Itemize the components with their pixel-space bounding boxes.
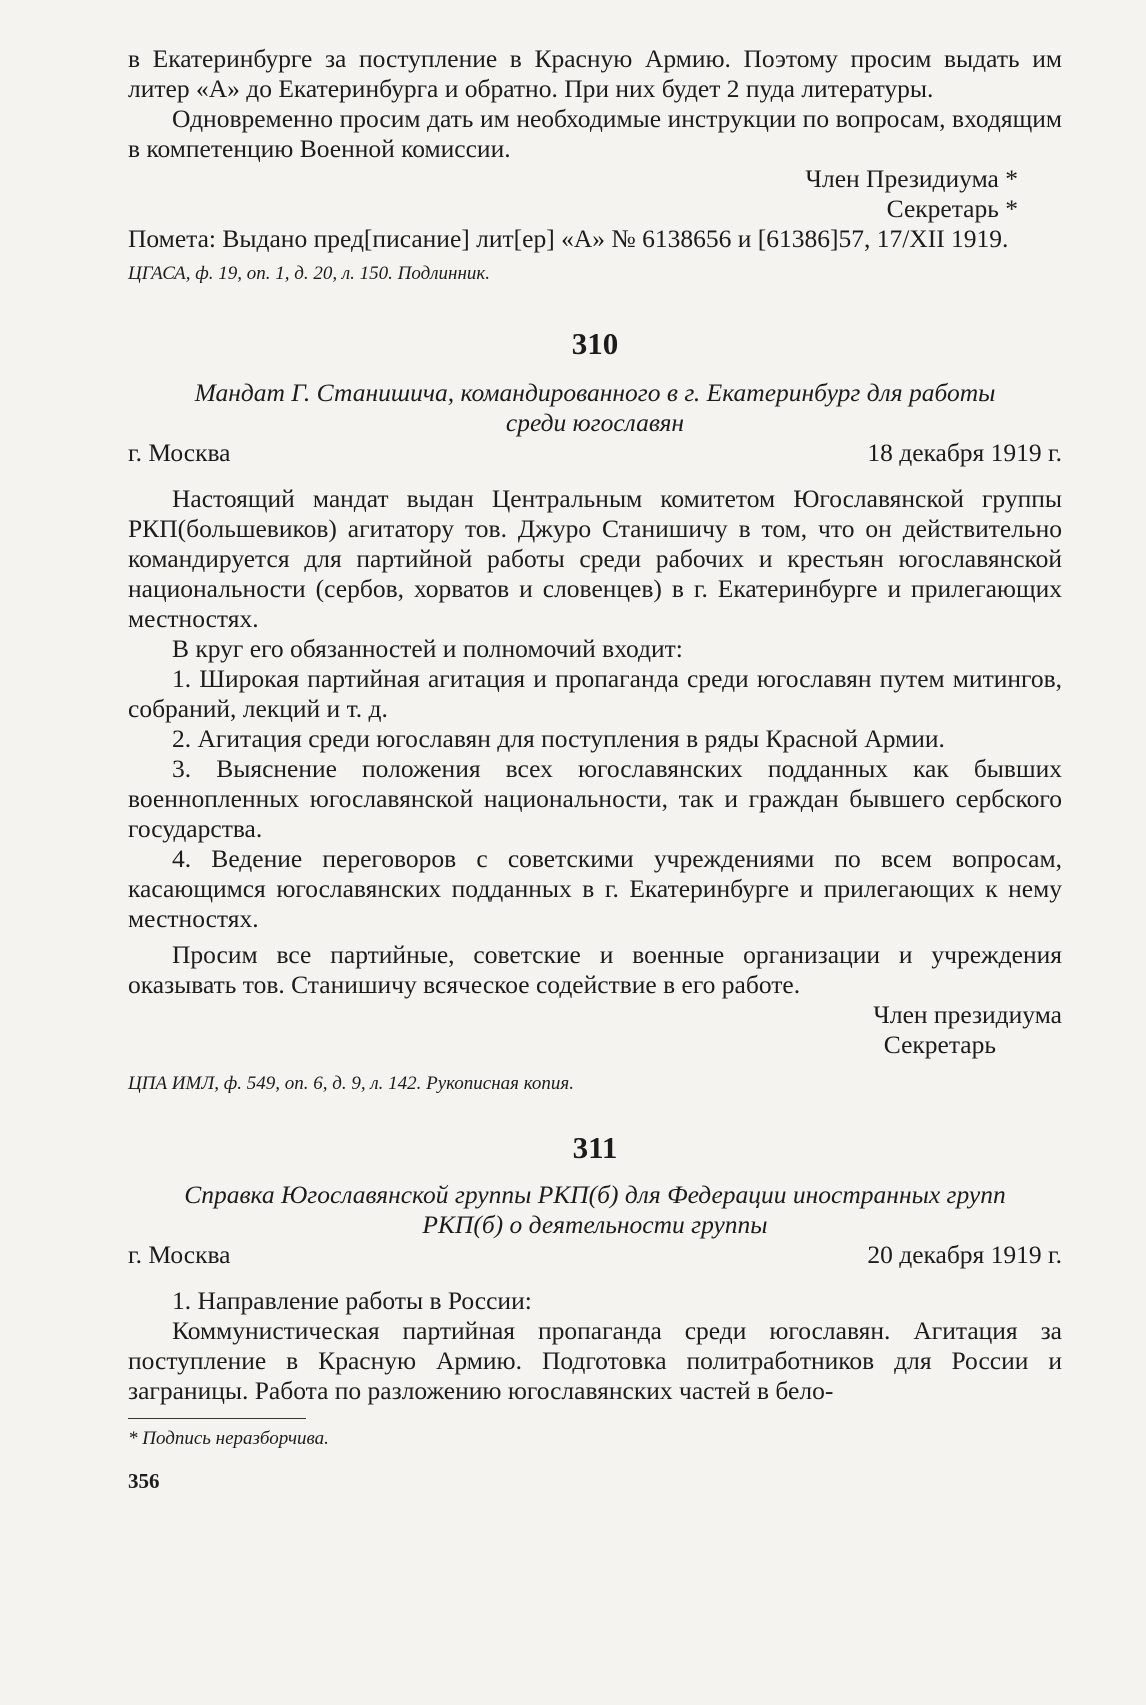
doc311-paragraph-1: 1. Направление работы в России: (172, 1286, 532, 1315)
doc310-number: 310 (571, 326, 619, 361)
doc310-paragraph-2: В круг его обязанностей и полномочий входит: (172, 634, 683, 663)
doc310-paragraph-1: Настоящий мандат выдан Центральным комитетом Югославянской группы РКП(большевиков) агитатору тов. Джуро Станишичу в том, что он действительно командируется для партийной работы среди рабочих и крестьян югославянской национальности (сербов, хорватов и словенцев) в г. Екатеринбурге и прилегающих местностях. (128, 484, 1062, 633)
doc310-item-4: 4. Ведение переговоров с советскими учреждениями по всем вопросам, касающимся югославянских подданных в г. Екатеринбурге и прилегающих к нему местностях. (128, 844, 1062, 933)
doc310-paragraph-3: Просим все партийные, советские и военные организации и учреждения оказывать тов. Станишичу всяческое содействие в его работе. (128, 940, 1062, 999)
doc310-item-1: 1. Широкая партийная агитация и пропаганда среди югославян путем митингов, собраний, лекций и т. д. (128, 664, 1062, 723)
doc309-paragraph-2: Одновременно просим дать им необходимые инструкции по вопросам, входящим в компетенцию Военной комиссии. (128, 104, 1062, 163)
document-page (128, 44, 1062, 1495)
doc310-signature-member: Член президиума (873, 1000, 1062, 1029)
page-number: 356 (128, 1469, 160, 1493)
doc309-signature-secretary: Секретарь * (886, 194, 1018, 223)
doc310-item-3: 3. Выяснение положения всех югославянских подданных как бывших военнопленных югославянской национальности, так и граждан бывшего сербского государства. (128, 754, 1062, 843)
doc310-place-date (128, 438, 1062, 468)
doc311-number: 311 (572, 1130, 618, 1165)
doc309-note: Помета: Выдано пред[писание] лит[ер] «А» № 6138656 и [61386]57, 17/XII 1919. (128, 224, 1009, 253)
doc309-source: ЦГАСА, ф. 19, оп. 1, д. 20, л. 150. Подлинник. (128, 263, 491, 284)
footnote: * Подпись неразборчива. (128, 1428, 329, 1449)
doc310-source: ЦПА ИМЛ, ф. 549, оп. 6, д. 9, л. 142. Рукописная копия. (128, 1073, 574, 1094)
doc311-place-date (128, 1240, 1062, 1270)
doc311-paragraph-2: Коммунистическая партийная пропаганда среди югославян. Агитация за поступление в Красную Армию. Подготовка политработников для России и заграницы. Работа по разложению югославянских частей в бело- (128, 1316, 1062, 1405)
doc310-signature-secretary: Секретарь (883, 1030, 996, 1059)
doc311-heading: Справка Югославянской группы РКП(б) для Федерации иностранных групп РКП(б) о деятельности группы (184, 1180, 1006, 1239)
doc310-heading: Мандат Г. Станишича, командированного в г. Екатеринбург для работы среди югославян (194, 378, 996, 437)
doc309-paragraph-1: в Екатеринбурге за поступление в Красную Армию. Поэтому просим выдать им литер «А» до Екатеринбурга и обратно. При них будет 2 пуда литературы. (128, 44, 1062, 103)
doc309-signature-member: Член Президиума * (805, 164, 1018, 193)
doc310-item-2: 2. Агитация среди югославян для поступления в ряды Красной Армии. (172, 724, 945, 753)
doc311-date: 20 декабря 1919 г. (867, 1240, 1062, 1269)
footnote-rule (128, 1418, 306, 1419)
doc310-place: г. Москва (128, 438, 231, 467)
doc311-place: г. Москва (128, 1240, 231, 1269)
doc310-date: 18 декабря 1919 г. (867, 438, 1062, 467)
